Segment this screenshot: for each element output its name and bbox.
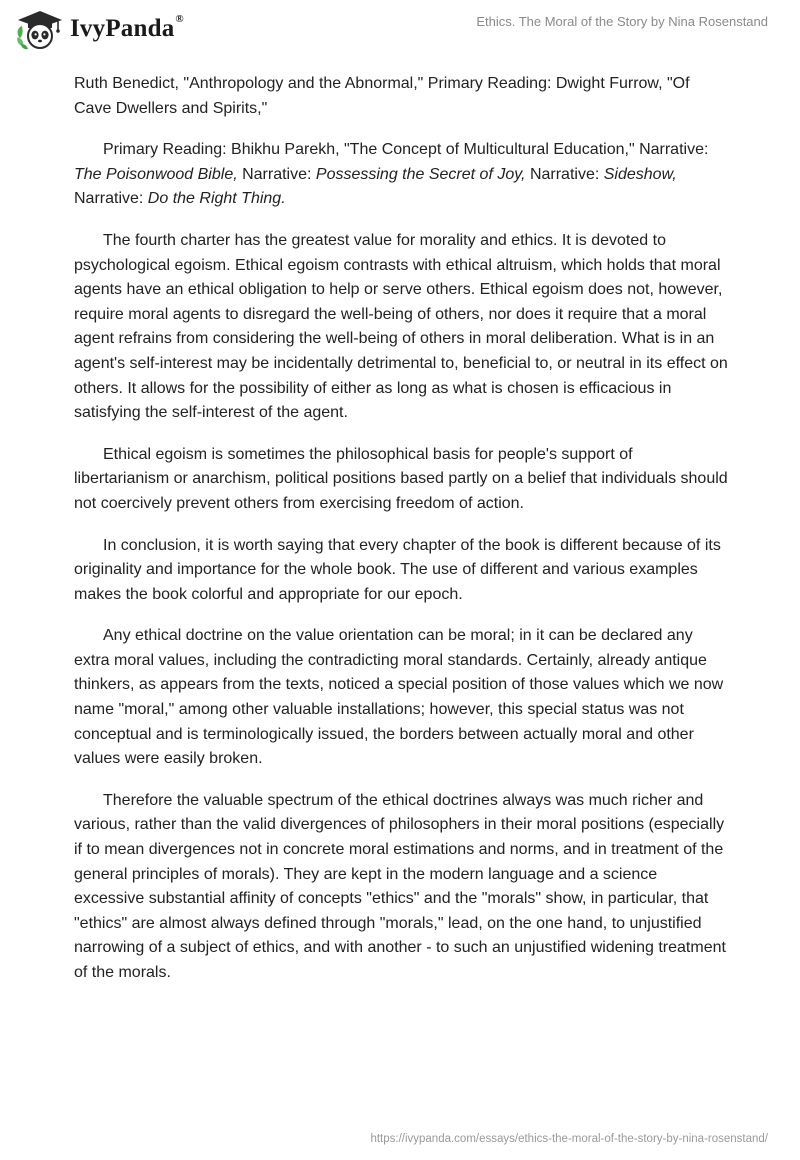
panda-graduate-icon <box>14 8 64 50</box>
essay-body <box>74 72 730 1003</box>
paragraph-5: In conclusion, it is worth saying that every chapter of the book is different because of its originality and importance for the whole book. The use of different and various examples makes the book colorful and appropriate for our epoch. <box>74 536 721 603</box>
paragraph-7: Therefore the valuable spectrum of the ethical doctrines always was much richer and various, rather than the valid divergences of philosophers in their moral positions (especially if to mean divergences not in concrete moral estimations and norms, and in treatment of the general principles of morals). They are kept in the modern language and a science excessive substantial affinity of concepts "ethics" and the "morals" show, in particular, that "ethics" are almost always defined through "morals," lead, on the one hand, to unjustified narrowing of a subject of ethics, and with another - to such an unjustified widening treatment of the morals. <box>74 791 726 981</box>
source-url[interactable]: https://ivypanda.com/essays/ethics-the-moral-of-the-story-by-nina-rosenstand/ <box>370 1133 768 1145</box>
document-title: Ethics. The Moral of the Story by Nina Rosenstand <box>476 14 768 29</box>
paragraph-2: Primary Reading: Bhikhu Parekh, "The Concept of Multicultural Education," Narrative: The Poisonwood Bible, Narrative: Possessing the Secret of Joy, Narrative: Sideshow, Narrative: Do the Right Thing. <box>74 141 709 208</box>
paragraph-4: Ethical egoism is sometimes the philosophical basis for people's support of libertarianism or anarchism, political positions based partly on a belief that individuals should not coercively prevent others from exercising freedom of action. <box>74 445 728 512</box>
brand-name: IvyPanda® <box>70 13 184 42</box>
title-possessing-secret-of-joy: Possessing the Secret of Joy, <box>315 165 526 183</box>
paragraph-1: Ruth Benedict, "Anthropology and the Abnormal," Primary Reading: Dwight Furrow, "Of Cave Dwellers and Spirits," <box>74 75 690 117</box>
title-sideshow: Sideshow, <box>603 165 677 183</box>
title-poisonwood-bible: The Poisonwood Bible, <box>74 165 238 183</box>
title-do-the-right-thing: Do the Right Thing. <box>147 190 286 208</box>
page-header <box>0 0 800 60</box>
paragraph-6: Any ethical doctrine on the value orientation can be moral; in it can be declared any extra moral values, including the contradicting moral standards. Certainly, already antique thinkers, as appears from the texts, noticed a special position of those values which we now name "moral," among other valuable installations; however, this special status was not conceptual and is terminologically issued, the borders between actually moral and other values were easily broken. <box>74 627 724 768</box>
ivypanda-logo[interactable] <box>14 8 184 50</box>
paragraph-3: The fourth charter has the greatest value for morality and ethics. It is devoted to psychological egoism. Ethical egoism contrasts with ethical altruism, which holds that moral agents have an ethical obligation to help or serve others. Ethical egoism does not, however, require moral agents to disregard the well-being of others, nor does it require that a moral agent refrains from considering the well-being of others in moral deliberation. What is in an agent's self-interest may be incidentally detrimental to, beneficial to, or neutral in its effect on others. It allows for the possibility of either as long as what is chosen is efficacious in satisfying the self-interest of the agent. <box>74 231 728 422</box>
